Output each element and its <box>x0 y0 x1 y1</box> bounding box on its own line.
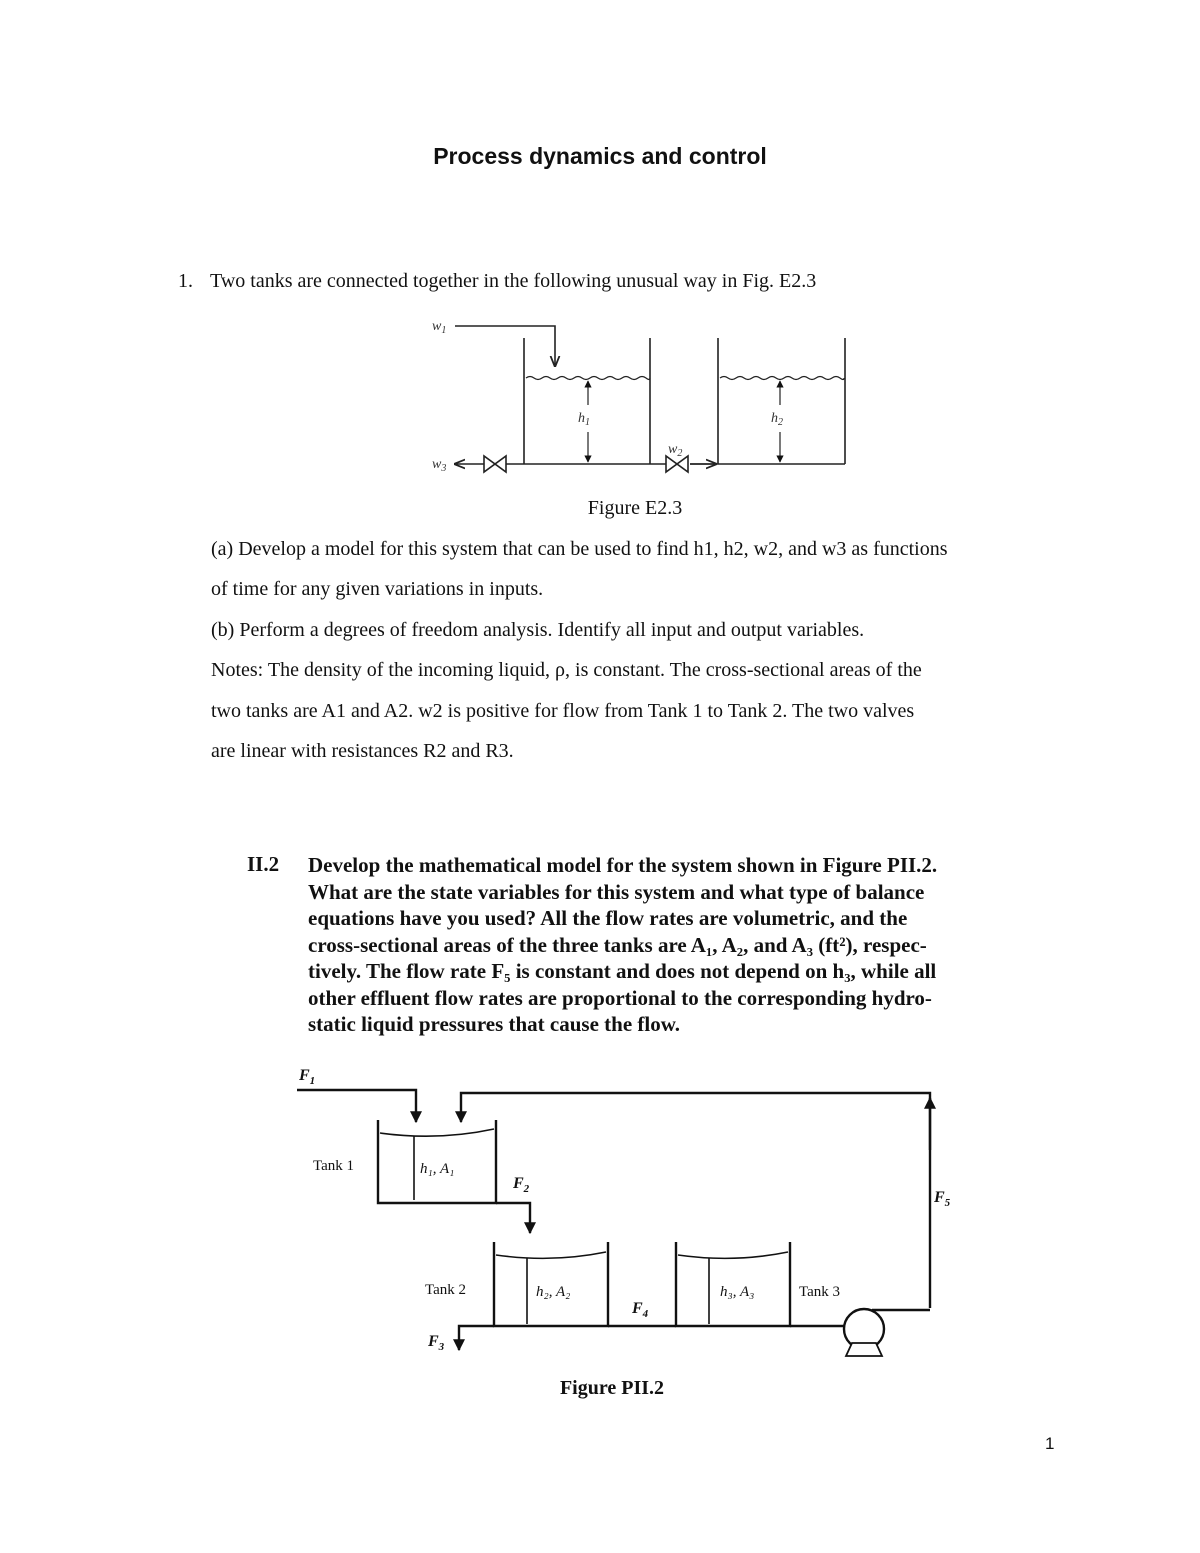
label-tank-2: Tank 2 <box>425 1282 467 1298</box>
label-h3-a3: h₃, A₃ <box>720 1284 755 1300</box>
page-number: 1 <box>1045 1434 1055 1453</box>
label-w1: $w_1$ <box>432 319 447 336</box>
recycle-pipe-f5 <box>461 1093 930 1308</box>
question-1-line: (b) Perform a degrees of freedom analysis. Identify all input and output variables. <box>211 619 865 641</box>
problem-2-label: II.2 <box>247 852 280 876</box>
question-number: 1. <box>178 270 193 292</box>
question-1-line: Notes: The density of the incoming liquid, ρ, is constant. The cross-sectional areas of the <box>211 659 922 681</box>
label-f1: $F_1$ <box>299 1067 316 1087</box>
label-w2: $w_2$ <box>668 442 683 459</box>
label-h1: $h_1$ <box>578 411 590 428</box>
label-tank-1: Tank 1 <box>313 1158 355 1174</box>
label-f3: $F_3$ <box>428 1333 445 1353</box>
pump-icon <box>844 1309 930 1356</box>
problem-2-line: static liquid pressures that cause the flow. <box>308 1012 680 1036</box>
tank-1-liquid-surface <box>380 1129 494 1136</box>
question-1-line: are linear with resistances R2 and R3. <box>211 740 514 762</box>
label-f2: $F_2$ <box>513 1175 530 1195</box>
outlet-pipe-f3 <box>459 1326 494 1350</box>
inlet-pipe-f1 <box>297 1090 416 1122</box>
problem-2-line: equations have you used? All the flow rates are volumetric, and the <box>308 906 908 930</box>
label-f4: $F_4$ <box>632 1300 649 1320</box>
tank-2-liquid-surface <box>496 1252 606 1258</box>
pipe-f2 <box>496 1203 530 1233</box>
problem-2-line: other effluent flow rates are proportional to the corresponding hydro- <box>308 985 932 1010</box>
document-title: Process dynamics and control <box>433 143 767 169</box>
label-h2: $h_2$ <box>771 411 783 428</box>
question-1-line: two tanks are A1 and A2. w2 is positive for flow from Tank 1 to Tank 2. The two valves <box>211 700 915 722</box>
label-f5: $F_5$ <box>934 1189 951 1209</box>
label-h2-a2: h₂, A₂ <box>536 1284 571 1300</box>
tank-3-liquid-surface <box>678 1252 788 1258</box>
question-1-line: (a) Develop a model for this system that can be used to find h1, h2, w2, and w3 as functions <box>211 538 948 560</box>
label-h1-a1: h₁, A₁ <box>420 1161 455 1177</box>
question-1-text: Two tanks are connected together in the following unusual way in Fig. E2.3 <box>210 270 817 292</box>
problem-2-line: What are the state variables for this system and what type of balance <box>308 879 925 904</box>
label-w3: $w_3$ <box>432 457 447 474</box>
figure-pii-2-caption: Figure PII.2 <box>559 1377 665 1399</box>
label-tank-3: Tank 3 <box>799 1284 841 1300</box>
question-1-line: of time for any given variations in inputs. <box>211 578 544 600</box>
problem-2-line: cross-sectional areas of the three tanks are A₁, A₂, and A₃ (ft²), respec- <box>308 932 927 957</box>
problem-2-line: tively. The flow rate F₅ is constant and does not depend on h₃, while all <box>308 959 937 983</box>
problem-2-line: Develop the mathematical model for the system shown in Figure PII.2. <box>308 853 938 877</box>
figure-e2-3-caption: Figure E2.3 <box>587 497 683 519</box>
